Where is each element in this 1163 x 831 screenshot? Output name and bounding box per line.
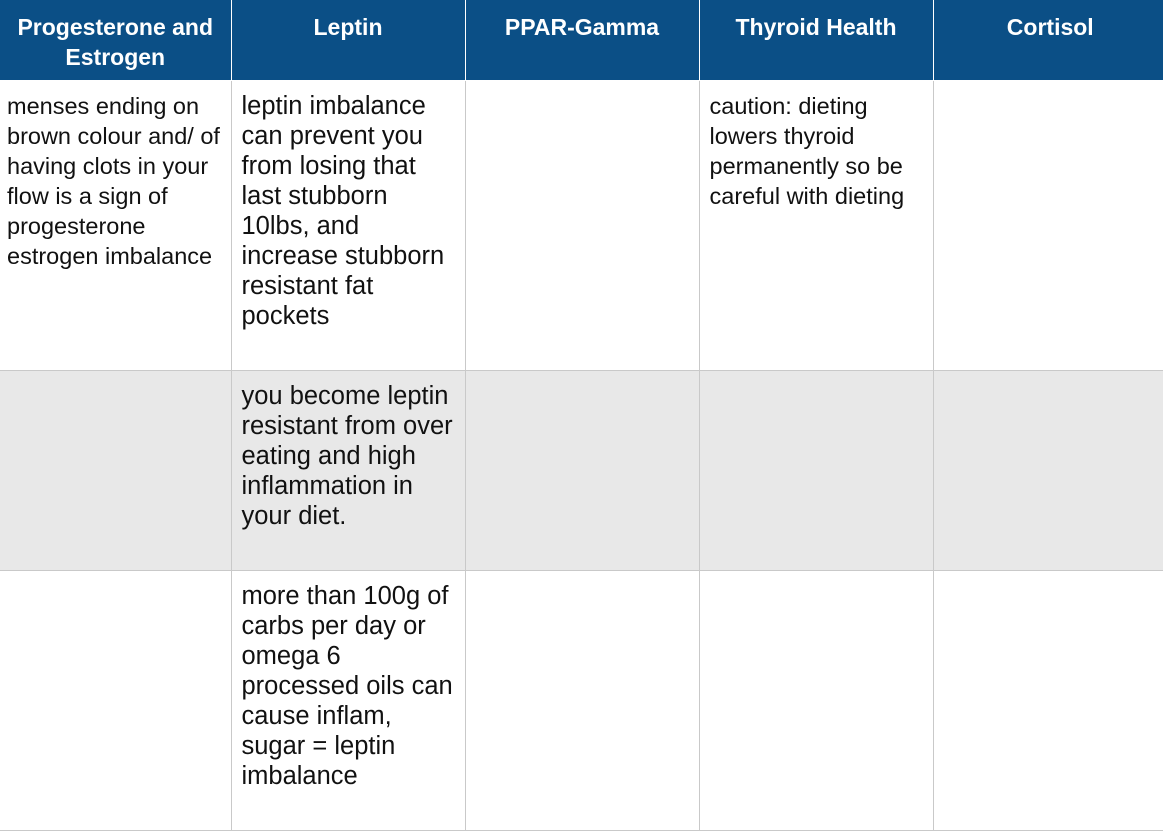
table-cell[interactable]: caution: dieting lowers thyroid permanently so be careful with dieting [699,81,933,371]
table-cell[interactable]: leptin imbalance can prevent you from losing that last stubborn 10lbs, and increase stubborn resistant fat pockets [231,81,465,371]
table-header [0,0,1163,81]
table-cell[interactable] [465,81,699,371]
header-progesterone-estrogen[interactable]: Progesterone and Estrogen [0,0,231,81]
table-cell[interactable] [0,571,231,831]
table-cell[interactable] [0,371,231,571]
header-cortisol[interactable]: Cortisol [933,0,1163,81]
table-cell[interactable]: more than 100g of carbs per day or omega 6 processed oils can cause inflam, sugar = leptin imbalance [231,571,465,831]
table-row [0,81,1163,371]
header-row [0,0,1163,81]
table-row [0,571,1163,831]
table-cell[interactable]: you become leptin resistant from over eating and high inflammation in your diet. [231,371,465,571]
header-thyroid-health[interactable]: Thyroid Health [699,0,933,81]
table-cell[interactable] [699,571,933,831]
table-cell[interactable] [933,371,1163,571]
header-leptin[interactable]: Leptin [231,0,465,81]
header-ppar-gamma[interactable]: PPAR-Gamma [465,0,699,81]
table-cell[interactable] [933,81,1163,371]
table-cell[interactable] [699,371,933,571]
table-cell[interactable]: menses ending on brown colour and/ of having clots in your flow is a sign of progesterone estrogen imbalance [0,81,231,371]
table-cell[interactable] [465,371,699,571]
table-cell[interactable] [465,571,699,831]
table-row [0,371,1163,571]
table-body [0,81,1163,831]
table-cell[interactable] [933,571,1163,831]
